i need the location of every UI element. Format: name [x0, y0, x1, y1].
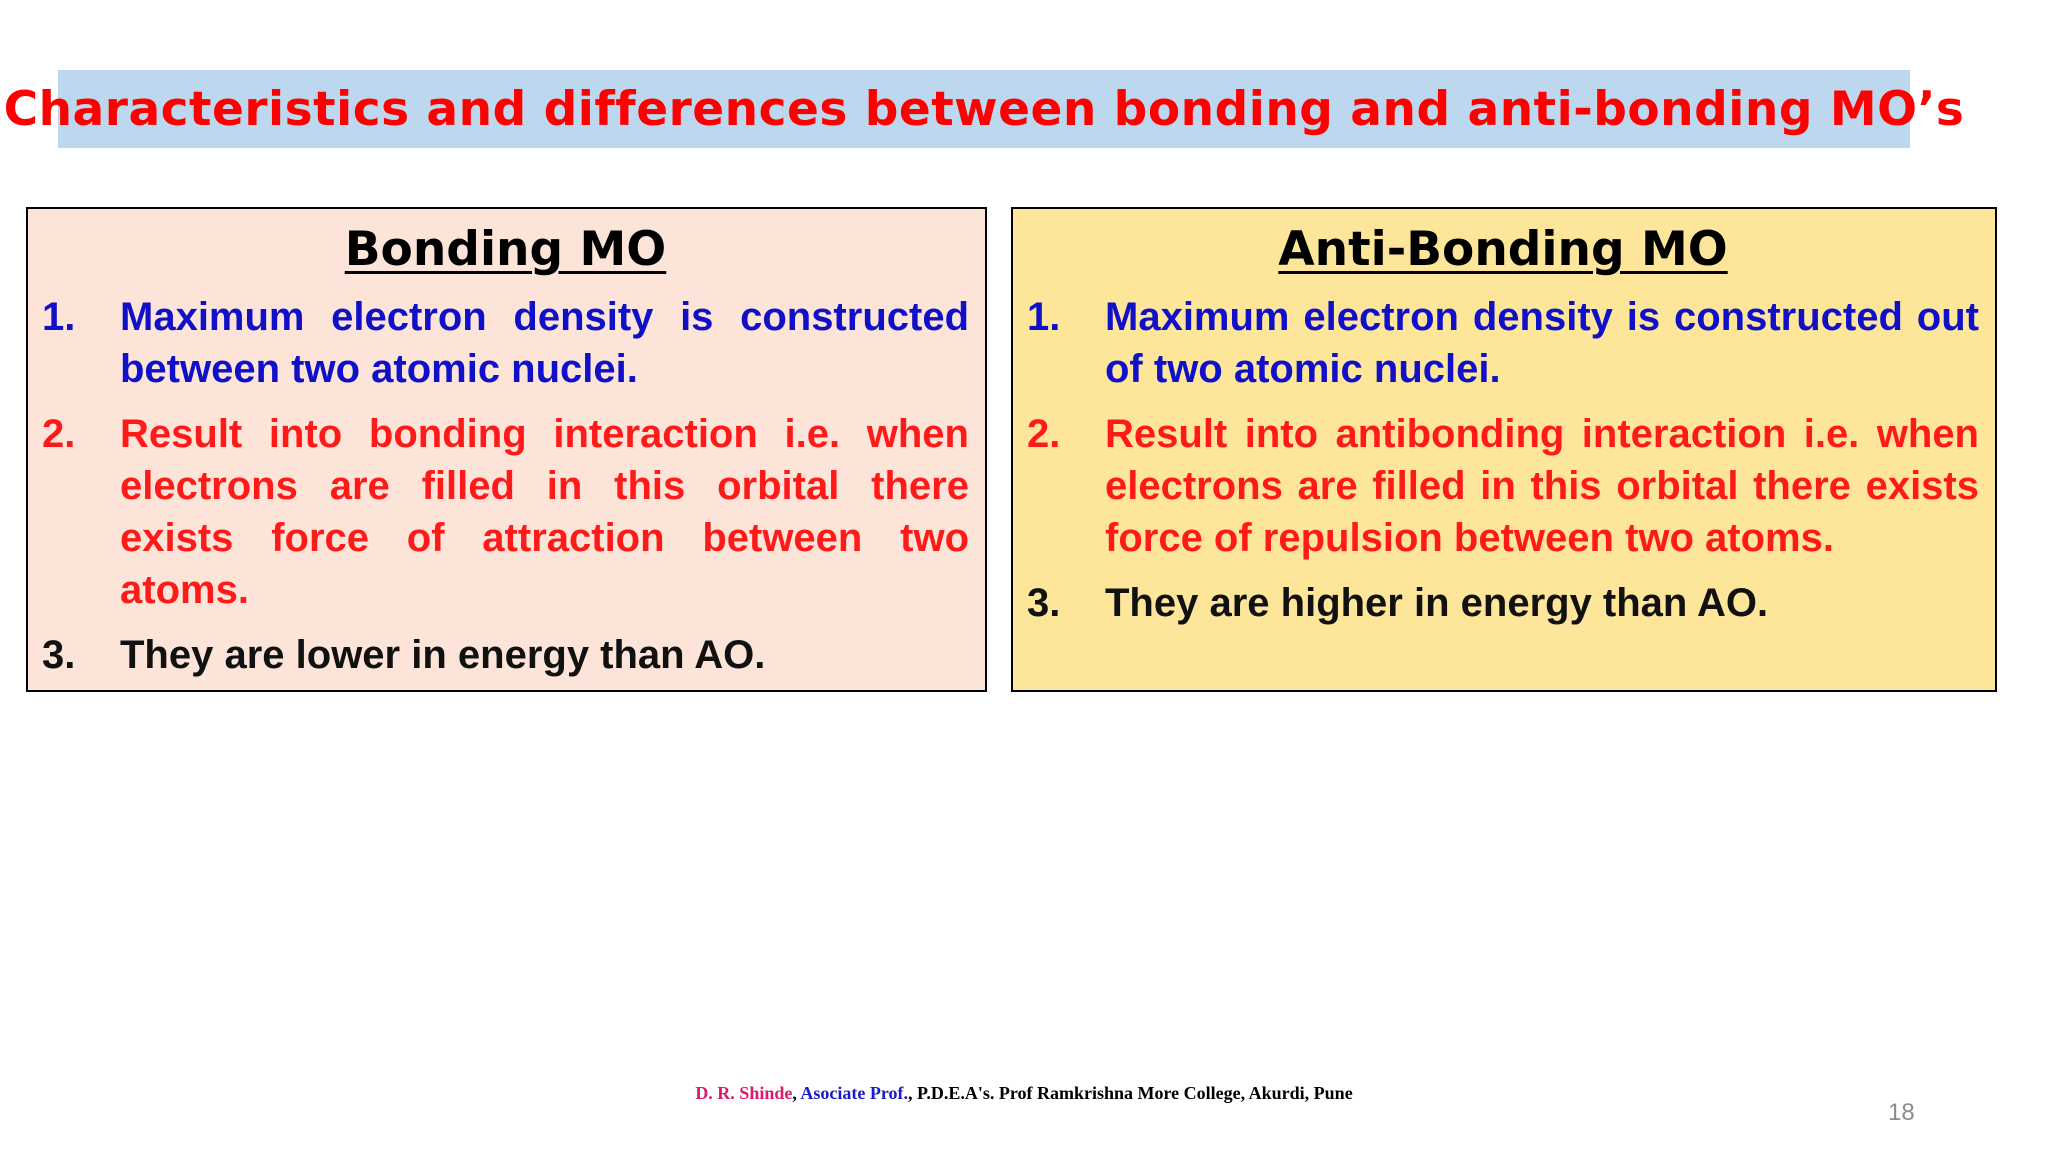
author-affiliation: , P.D.E.A's. Prof Ramkrishna More College, Akurdi, Pune [908, 1083, 1353, 1103]
item-text: They are lower in energy than AO. [120, 633, 766, 677]
list-item [1027, 408, 1979, 564]
item-text: Result into bonding interaction i.e. when electrons are filled in this orbital there exists force of attraction between two atoms. [120, 412, 969, 612]
slide-title: Characteristics and differences between bonding and anti-bonding MO’s [3, 81, 1965, 137]
item-number: 1. [42, 295, 76, 339]
bonding-mo-heading: Bonding MO [344, 222, 667, 277]
antibonding-mo-panel [1011, 207, 1997, 692]
title-bar [3, 70, 1965, 148]
item-text: They are higher in energy than AO. [1105, 581, 1769, 625]
item-text: Maximum electron density is constructed out of two atomic nuclei. [1105, 295, 1979, 391]
item-text: Maximum electron density is constructed between two atomic nuclei. [120, 295, 969, 391]
antibonding-mo-heading: Anti-Bonding MO [1278, 222, 1728, 277]
list-item [42, 291, 969, 395]
list-item [42, 629, 969, 681]
item-number: 3. [1027, 581, 1061, 625]
antibonding-mo-list [1027, 291, 1979, 629]
item-number: 3. [42, 633, 76, 677]
slide-number: 18 [1888, 1099, 1915, 1126]
item-number: 1. [1027, 295, 1061, 339]
item-text: Result into antibonding interaction i.e. when electrons are filled in this orbital there exists force of repulsion between two atoms. [1105, 412, 1979, 560]
list-item [42, 408, 969, 616]
bonding-mo-list [42, 291, 969, 681]
item-number: 2. [42, 412, 76, 456]
footer-separator: , [792, 1083, 801, 1103]
slide-footer [0, 1083, 2048, 1104]
list-item [1027, 577, 1979, 629]
author-name: D. R. Shinde [695, 1083, 793, 1103]
author-role: Asociate Prof. [800, 1083, 908, 1103]
bonding-mo-panel [26, 207, 987, 692]
list-item [1027, 291, 1979, 395]
item-number: 2. [1027, 412, 1061, 456]
